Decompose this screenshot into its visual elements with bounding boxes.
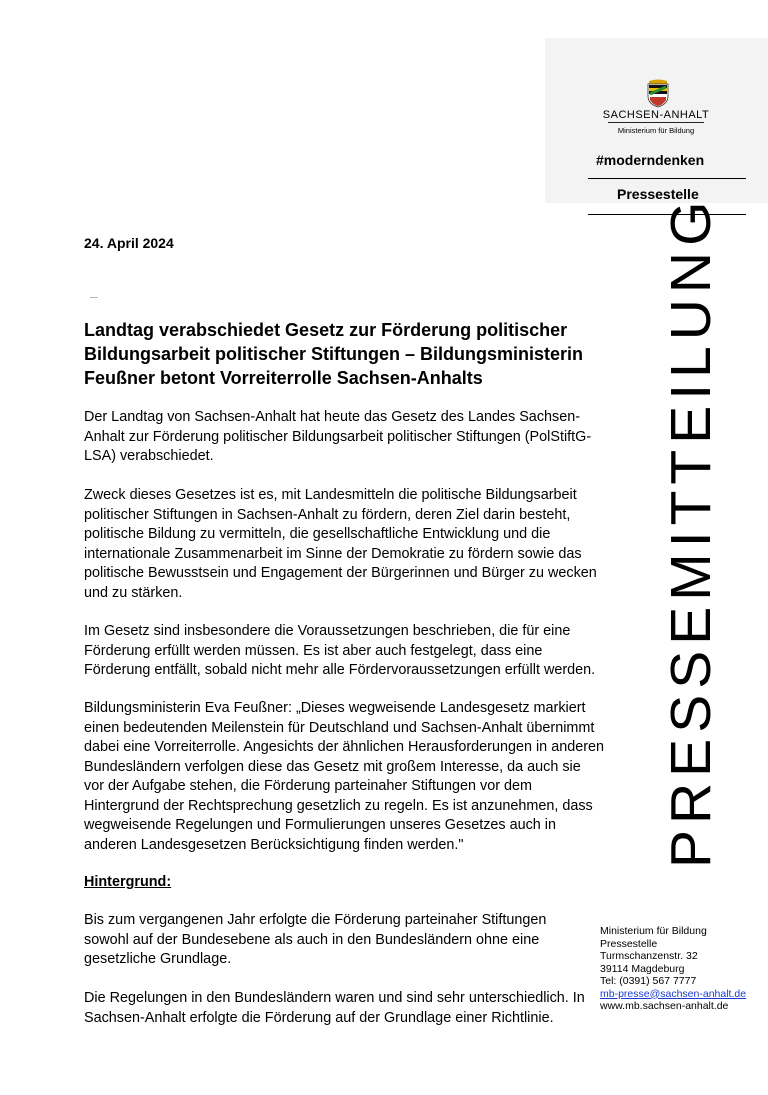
paragraph-3: Im Gesetz sind insbesondere die Voraussetzungen beschrieben, die für eine Förderung erfüllt werden müssen. Es ist aber auch festgelegt, dass eine Förderung entfällt, sobald nicht mehr alle Fördervoraussetzungen erfüllt werden. (84, 623, 596, 678)
vertical-title: PRESSEMITTEILUNG (659, 195, 723, 868)
contact-street: Turmschanzenstr. 32 (600, 950, 698, 962)
paragraph-5: Bis zum vergangenen Jahr erfolgte die Förderung parteinaher Stiftungen sowohl auf der Bundesebene als auch in den Bundesländern ohne eine gesetzliche Grundlage. (84, 912, 547, 967)
contact-website[interactable]: www.mb.sachsen-anhalt.de (600, 1000, 729, 1012)
paragraph-4-quote: Bildungsministerin Eva Feußner: „Dieses wegweisende Landesgesetz markiert einen bedeutenden Meilenstein für Deutschland und Sachsen-Anhalt übernimmt dabei eine Vorreiterrolle. Angesichts der ähnlichen Herausforderungen in anderen Bundesländern verfolgen diese das Gesetz mit großem Interesse, da auch sie vor der Aufgabe stehen, die Förderung parteinaher Stiftungen vor dem Hintergrund der Rechtsprechung gesetzlich zu regeln. Es ist anzunehmen, dass wegweisende Regelungen und Formulierungen unseres Gesetzes auch in anderen Landesgesetzen Berücksichtigung finden werden." (84, 700, 605, 853)
org-subtitle: Ministerium für Bildung (617, 126, 695, 135)
org-divider (608, 122, 704, 123)
org-name: SACHSEN-ANHALT (602, 109, 710, 121)
paragraph-6: Die Regelungen in den Bundesländern waren und sind sehr unterschiedlich. In Sachsen-Anhalt erfolgte die Förderung auf der Grundlage einer Richtlinie. (84, 990, 585, 1026)
contact-email-link[interactable]: mb-presse@sachsen-anhalt.de (600, 987, 747, 1000)
contact-phone: Tel: (0391) 567 7777 (600, 975, 697, 987)
paragraph-1: Der Landtag von Sachsen-Anhalt hat heute das Gesetz des Landes Sachsen-Anhalt zur Förderung politischer Bildungsarbeit politischer Stiftungen (PolStiftG-LSA) verabschiedet. (84, 409, 592, 464)
coat-of-arms-logo (646, 78, 670, 108)
press-office-label: Pressestelle (617, 186, 699, 202)
release-date: 24. April 2024 (84, 235, 174, 251)
hashtag: #moderndenken (596, 152, 705, 168)
contact-city: 39114 Magdeburg (600, 962, 685, 975)
paragraph-2: Zweck dieses Gesetzes ist es, mit Landesmitteln die politische Bildungsarbeit politischer Stiftungen in Sachsen-Anhalt zu fördern, deren Ziel darin besteht, politische Bildung zu vermitteln, die gesellschaftliche Entwicklung und die internationale Zusammenarbeit im Sinne der Demokratie zu fördern sowie das politische Bewusstsein und Engagement der Bürgerinnen und Bürger zu wecken und zu stärken. (84, 487, 597, 601)
divider-top (588, 178, 746, 179)
contact-block (600, 925, 746, 1013)
section-heading-background: Hintergrund: (84, 874, 172, 890)
scan-mark (90, 297, 98, 298)
headline: Landtag verabschiedet Gesetz zur Förderung politischer Bildungsarbeit politischer Stiftungen – Bildungsministerin Feußner betont Vorreiterrolle Sachsen-Anhalts (84, 320, 584, 388)
contact-dept: Pressestelle (600, 937, 658, 950)
contact-name: Ministerium für Bildung (600, 925, 707, 937)
